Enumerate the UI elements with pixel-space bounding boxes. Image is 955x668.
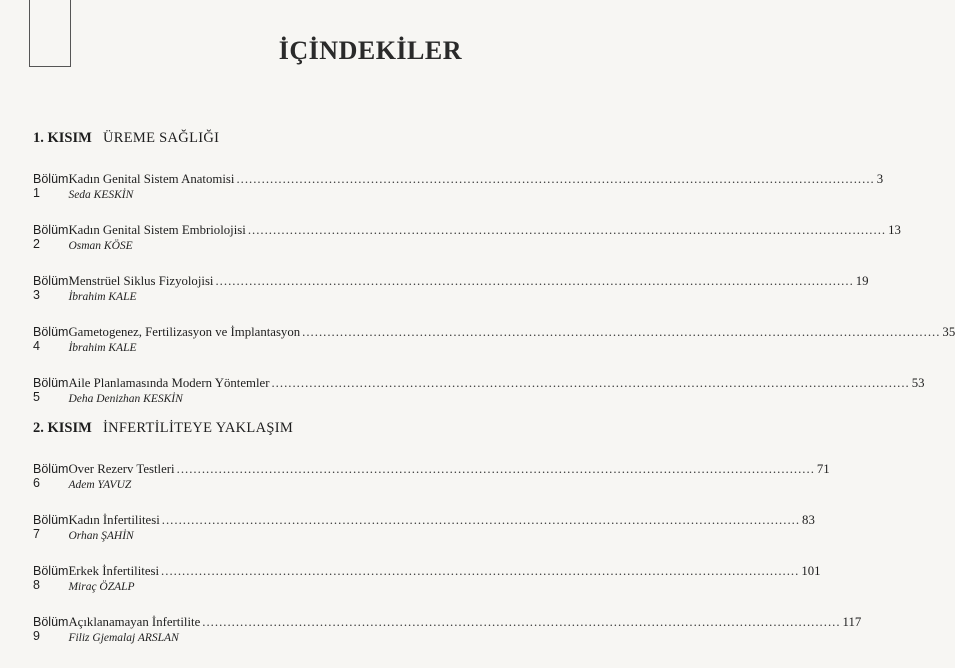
chapter-number: Bölüm 4 xyxy=(33,325,69,353)
part-title: ÜREME SAĞLIĞI xyxy=(103,130,220,146)
part-label: 2. KISIM xyxy=(33,420,92,436)
toc-entry[interactable] xyxy=(33,462,830,513)
chapter-title: Erkek İnfertilitesi xyxy=(68,564,160,578)
dot-leader xyxy=(162,513,800,528)
chapter-number: Bölüm 9 xyxy=(33,615,69,643)
chapter-number: Bölüm 8 xyxy=(33,564,69,592)
page-number: 19 xyxy=(855,274,869,288)
chapter-author: Orhan ŞAHİN xyxy=(68,530,134,542)
chapter-author: Miraç ÖZALP xyxy=(68,581,135,593)
chapter-number: Bölüm 3 xyxy=(33,274,69,302)
page-number: 83 xyxy=(802,513,815,527)
page-number: 3 xyxy=(876,172,884,186)
chapter-title: Kadın Genital Sistem Anatomisi xyxy=(68,172,235,186)
chapter-title: Aile Planlamasında Modern Yöntemler xyxy=(68,376,270,390)
page-number: 117 xyxy=(842,615,862,629)
part-heading xyxy=(33,420,458,440)
chapter-author: Adem YAVUZ xyxy=(68,479,132,491)
chapter-title: Kadın İnfertilitesi xyxy=(68,513,160,527)
toc-entry[interactable] xyxy=(33,615,862,666)
chapter-title: Açıklanamayan İnfertilite xyxy=(68,615,201,629)
part-title: İNFERTİLİTEYE YAKLAŞIM xyxy=(103,420,294,436)
dot-leader xyxy=(215,274,853,289)
chapter-author: Filiz Gjemalaj ARSLAN xyxy=(68,632,179,644)
part-1 xyxy=(33,130,955,427)
chapter-title: Menstrüel Siklus Fizyolojisi xyxy=(68,274,214,288)
chapter-number: Bölüm 7 xyxy=(33,513,69,541)
toc-entry[interactable] xyxy=(33,325,955,376)
chapter-title: Gametogenez, Fertilizasyon ve İmplantasyon xyxy=(68,325,301,339)
chapter-number: Bölüm 6 xyxy=(33,462,69,490)
toc-entry[interactable] xyxy=(33,564,821,615)
part-2 xyxy=(33,420,862,666)
corner-mark xyxy=(29,0,71,67)
dot-leader xyxy=(202,615,840,630)
part-label: 1. KISIM xyxy=(33,130,92,146)
page-number: 35 xyxy=(942,325,955,339)
chapter-author: Osman KÖSE xyxy=(68,240,133,252)
chapter-list xyxy=(33,172,955,427)
chapter-author: İbrahim KALE xyxy=(68,342,137,354)
page-title: İÇİNDEKİLER xyxy=(278,36,462,65)
chapter-author: Deha Denizhan KESKİN xyxy=(68,393,183,405)
page-number: 71 xyxy=(816,462,830,476)
chapter-number: Bölüm 1 xyxy=(33,172,69,200)
toc-entry[interactable] xyxy=(33,274,869,325)
dot-leader xyxy=(177,462,815,477)
chapter-list xyxy=(33,462,862,666)
toc-entry[interactable] xyxy=(33,172,884,223)
chapter-title: Kadın Genital Sistem Embriolojisi xyxy=(68,223,246,237)
dot-leader xyxy=(302,325,940,340)
page-number: 53 xyxy=(911,376,925,390)
dot-leader xyxy=(248,223,886,238)
dot-leader xyxy=(161,564,799,579)
toc-entry[interactable] xyxy=(33,513,815,564)
chapter-author: Seda KESKİN xyxy=(68,189,134,201)
chapter-author: İbrahim KALE xyxy=(68,291,137,303)
dot-leader xyxy=(271,376,909,391)
chapter-number: Bölüm 5 xyxy=(33,376,69,404)
dot-leader xyxy=(236,172,874,187)
chapter-title: Over Rezerv Testleri xyxy=(68,462,175,476)
toc-entry[interactable] xyxy=(33,223,901,274)
part-heading xyxy=(33,130,458,150)
page-number: 101 xyxy=(801,564,821,578)
chapter-number: Bölüm 2 xyxy=(33,223,69,251)
page-number: 13 xyxy=(888,223,901,237)
